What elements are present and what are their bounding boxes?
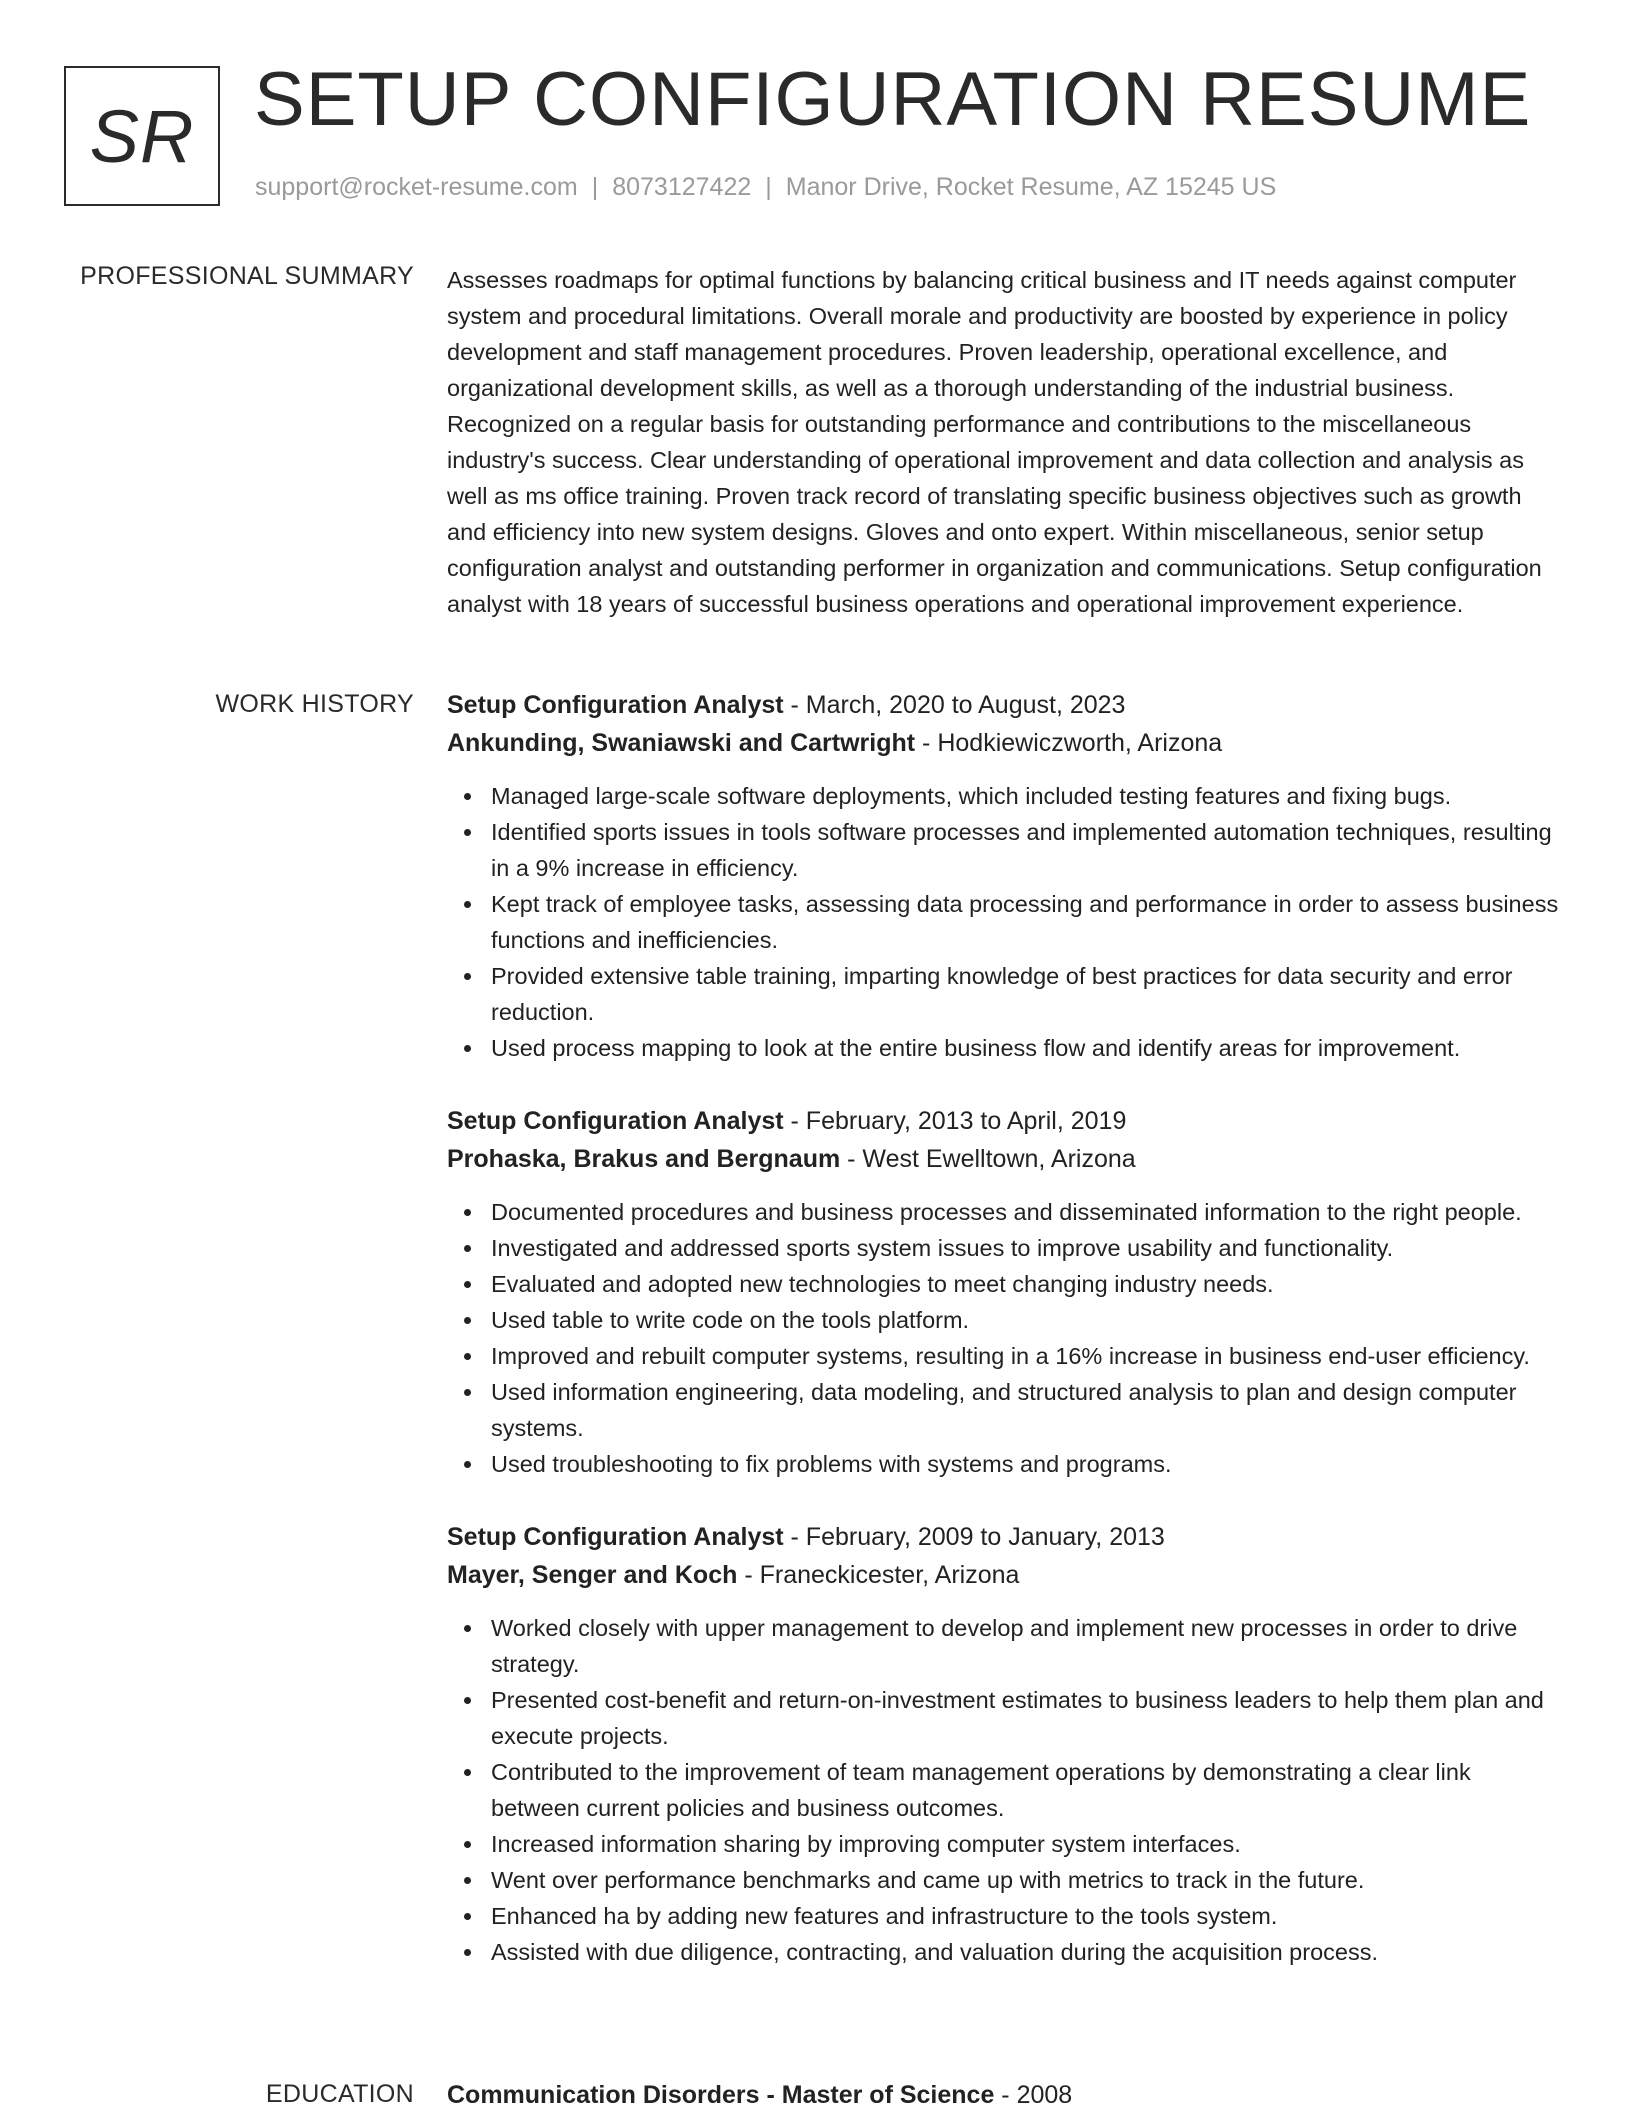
job-entry [447, 1518, 1562, 1970]
job-title: Setup Configuration Analyst [447, 691, 784, 719]
job-bullet: Used table to write code on the tools platform. [491, 1302, 1562, 1338]
summary-heading: PROFESSIONAL SUMMARY [80, 262, 414, 290]
job-bullet: Used process mapping to look at the entire business flow and identify areas for improvement. [491, 1030, 1562, 1066]
job-bullet: Used troubleshooting to fix problems with systems and programs. [491, 1446, 1562, 1482]
job-title: Setup Configuration Analyst [447, 1107, 784, 1135]
job-bullet: Went over performance benchmarks and came up with metrics to track in the future. [491, 1862, 1562, 1898]
summary-body [447, 262, 1562, 622]
job-company: Mayer, Senger and Koch [447, 1561, 738, 1589]
education-line [447, 2076, 1562, 2114]
job-location: - Franeckicester, Arizona [737, 1561, 1020, 1589]
education-degree: Communication Disorders - Master of Science [447, 2081, 995, 2109]
education-heading: EDUCATION [265, 2080, 414, 2108]
job-bullet: Evaluated and adopted new technologies to meet changing industry needs. [491, 1266, 1562, 1302]
job-company: Prohaska, Brakus and Bergnaum [447, 1145, 841, 1173]
job-bullet: Provided extensive table training, imparting knowledge of best practices for data security and error reduction. [491, 958, 1562, 1030]
job-bullet: Presented cost-benefit and return-on-investment estimates to business leaders to help them plan and execute projects. [491, 1682, 1562, 1754]
job-bullets [447, 1194, 1562, 1482]
job-bullets [447, 1610, 1562, 1970]
education-year: - 2008 [994, 2081, 1073, 2109]
contact-line [255, 173, 1276, 202]
job-dates: - February, 2009 to January, 2013 [783, 1523, 1165, 1551]
job-location: - Hodkiewiczworth, Arizona [915, 729, 1223, 757]
job-company-line [447, 1140, 1562, 1178]
resume-title: SETUP CONFIGURATION RESUME [254, 57, 1532, 142]
summary-text: Assesses roadmaps for optimal functions by balancing critical business and IT needs against computer system and procedural limitations. Overall morale and productivity are boosted by experience in policy development and staff management procedures. Proven leadership, operational excellence, and organizational development skills, as well as a thorough understanding of the industrial business. Recognized on a regular basis for outstanding performance and contributions to the miscellaneous industry's success. Clear understanding of operational improvement and data collection and analysis as well as ms office training. Proven track record of translating specific business objectives such as growth and efficiency into new system designs. Gloves and onto expert. Within miscellaneous, senior setup configuration analyst and outstanding performer in organization and communications. Setup configuration analyst with 18 years of successful business operations and operational improvement experience. [447, 267, 1542, 617]
contact-email[interactable]: support@rocket-resume.com [255, 173, 578, 201]
job-bullet: Identified sports issues in tools software processes and implemented automation techniques, resulting in a 9% increase in efficiency. [491, 814, 1562, 886]
job-bullets [447, 778, 1562, 1066]
job-entry [447, 686, 1562, 1066]
job-location: - West Ewelltown, Arizona [840, 1145, 1136, 1173]
monogram-initials: SR [89, 94, 195, 178]
job-bullet: Documented procedures and business processes and disseminated information to the right people. [491, 1194, 1562, 1230]
job-bullet: Kept track of employee tasks, assessing data processing and performance in order to assess business functions and inefficiencies. [491, 886, 1562, 958]
job-company-line [447, 724, 1562, 762]
job-company-line [447, 1556, 1562, 1594]
job-entry [447, 1102, 1562, 1482]
job-bullet: Enhanced ha by adding new features and infrastructure to the tools system. [491, 1898, 1562, 1934]
work-history-heading: WORK HISTORY [215, 690, 414, 718]
job-title-line [447, 686, 1562, 724]
contact-separator: | [591, 173, 599, 201]
job-bullet: Worked closely with upper management to develop and implement new processes in order to drive strategy. [491, 1610, 1562, 1682]
job-title-line [447, 1518, 1562, 1556]
job-bullet: Managed large-scale software deployments, which included testing features and fixing bugs. [491, 778, 1562, 814]
education-body [447, 2076, 1562, 2114]
contact-address: Manor Drive, Rocket Resume, AZ 15245 US [785, 173, 1277, 201]
job-bullet: Assisted with due diligence, contracting, and valuation during the acquisition process. [491, 1934, 1562, 1970]
job-dates: - March, 2020 to August, 2023 [783, 691, 1126, 719]
job-bullet: Improved and rebuilt computer systems, resulting in a 16% increase in business end-user efficiency. [491, 1338, 1562, 1374]
job-dates: - February, 2013 to April, 2019 [783, 1107, 1127, 1135]
job-bullet: Contributed to the improvement of team management operations by demonstrating a clear link between current policies and business outcomes. [491, 1754, 1562, 1826]
monogram-badge [64, 66, 220, 206]
job-bullet: Used information engineering, data modeling, and structured analysis to plan and design computer systems. [491, 1374, 1562, 1446]
contact-separator: | [765, 173, 772, 201]
work-history-body [447, 686, 1562, 2006]
job-title-line [447, 1102, 1562, 1140]
job-company: Ankunding, Swaniawski and Cartwright [447, 729, 916, 757]
contact-phone[interactable]: 8073127422 [612, 173, 752, 201]
job-title: Setup Configuration Analyst [447, 1523, 784, 1551]
job-bullet: Investigated and addressed sports system issues to improve usability and functionality. [491, 1230, 1562, 1266]
job-bullet: Increased information sharing by improving computer system interfaces. [491, 1826, 1562, 1862]
